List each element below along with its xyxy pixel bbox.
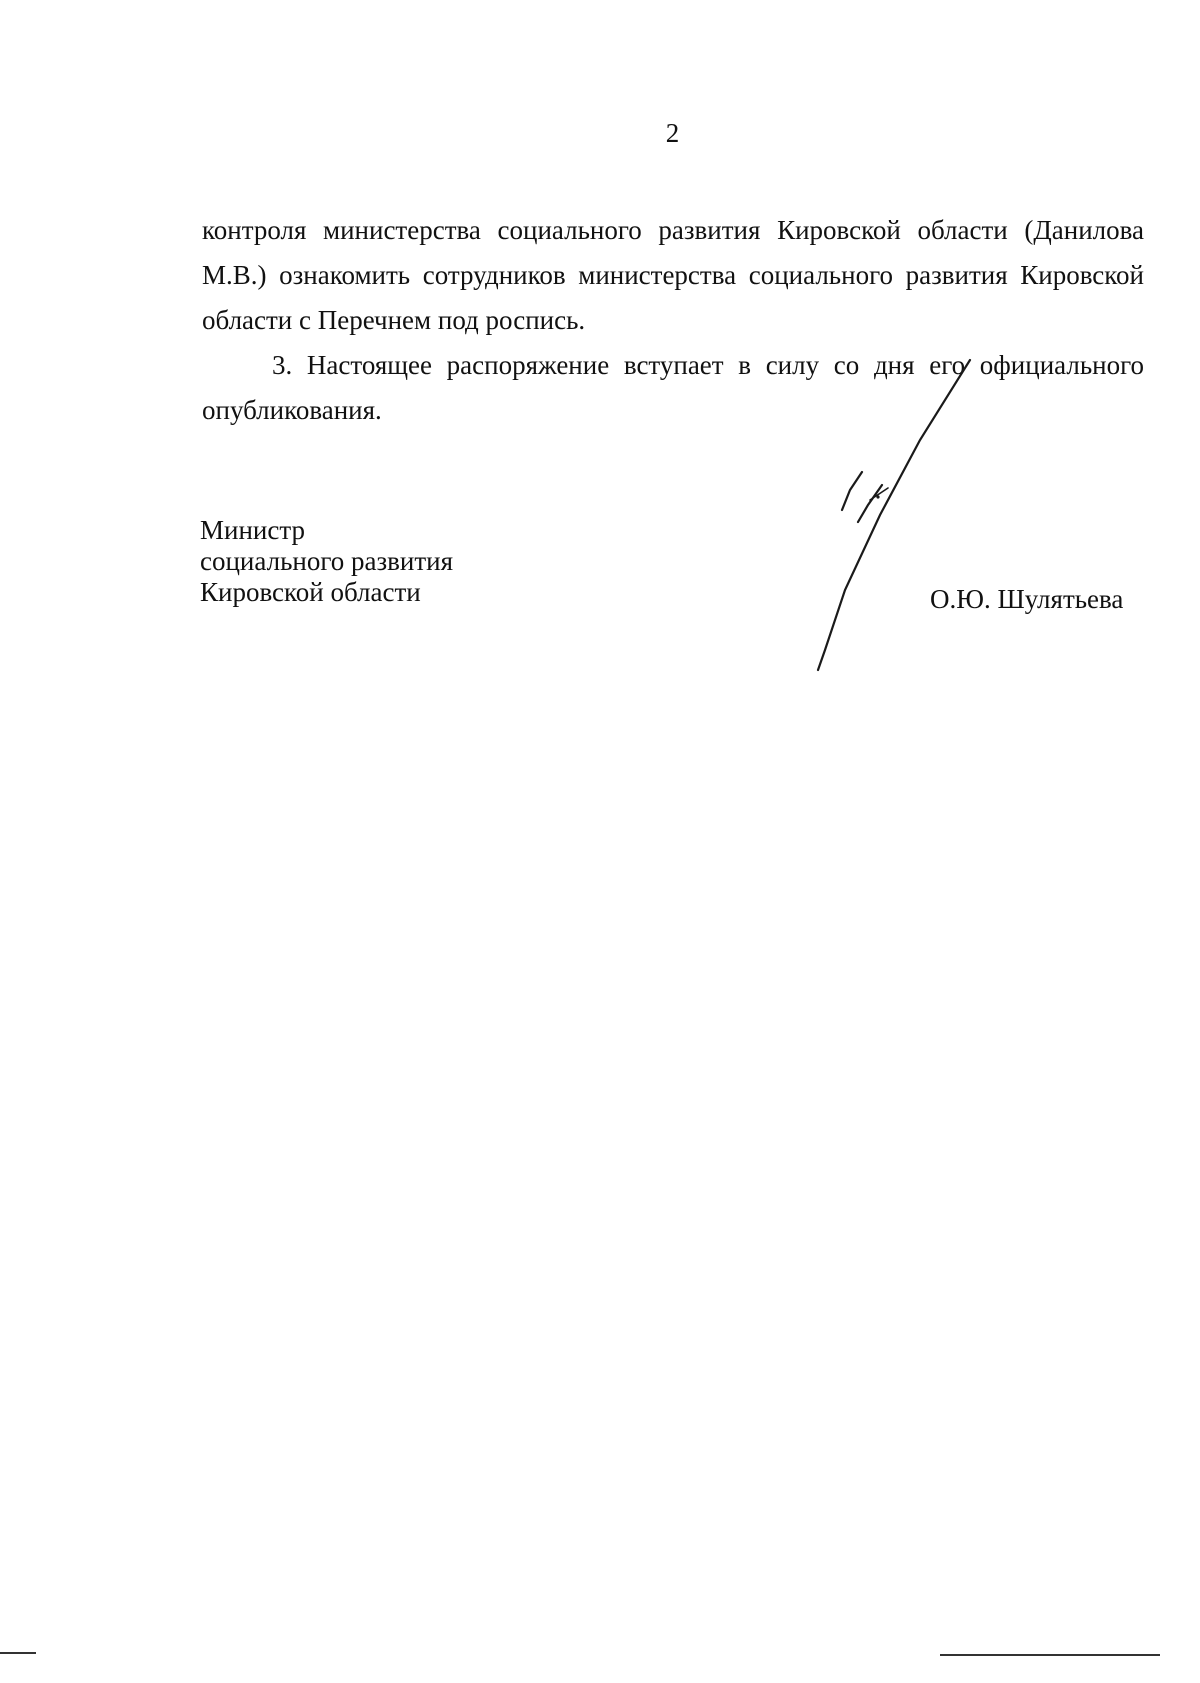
page-number: 2 xyxy=(665,118,680,148)
signatory-title-block xyxy=(200,515,453,608)
footer-mark-right xyxy=(940,1654,1160,1656)
signer-name: О.Ю. Шулятьева xyxy=(930,584,1124,614)
signatory-title-line-1: Министр xyxy=(200,515,305,545)
handwritten-signature-icon xyxy=(770,350,990,680)
paragraph-continuation: контроля министерства социального развития Кировской области (Данилова М.В.) ознакомить сотрудников министерства социального развития Кировской области с Перечнем под роспись. xyxy=(202,215,1144,335)
signatory-title-line-3: Кировской области xyxy=(200,577,421,607)
document-body xyxy=(202,208,1144,433)
paragraph-item-3: 3. Настоящее распоряжение вступает в силу со дня его официального опубликования. xyxy=(202,350,1144,425)
footer-mark-left xyxy=(0,1652,36,1654)
signatory-title-line-2: социального развития xyxy=(200,546,454,576)
